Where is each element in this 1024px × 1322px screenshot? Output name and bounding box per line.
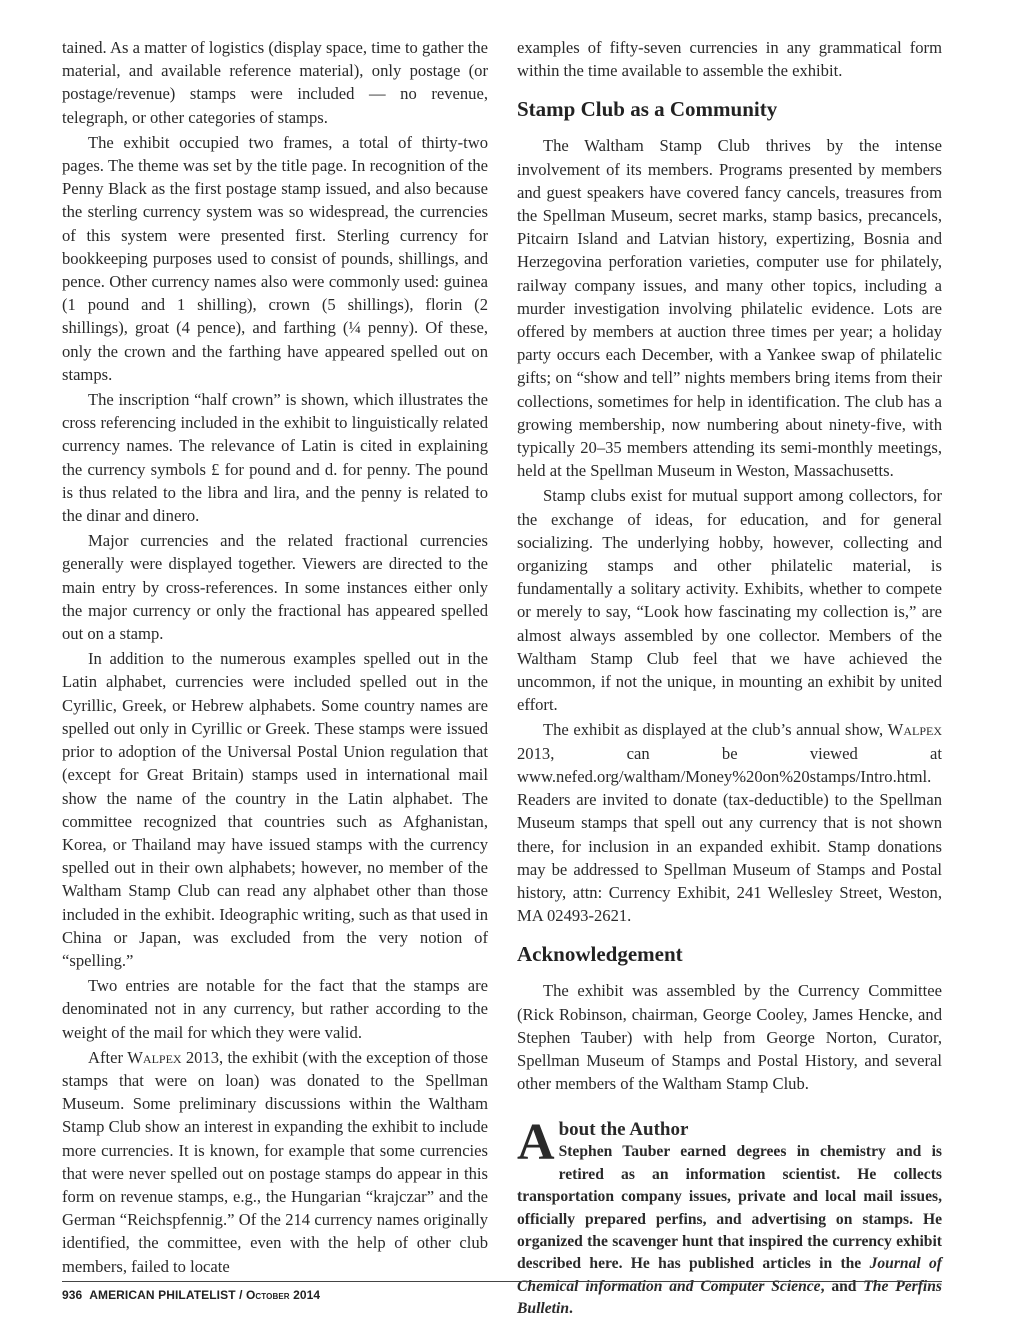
text: 2013, the exhibit (with the exception of those stamps that were on loan) was donated to the Spellman Museum. Some preliminary discussions within the Waltham Stamp Club show an interest in expanding the exhibit to include more currencies. It is known, for example that some currencies that were never spelled out on postage stamps do appear in this form on revenue stamps, e.g., the Hungarian “krajczar” and the German “Reichspfennig.” Of the 214 currency names originally identified, the committee, even with the help of other club members, failed to locate xyxy=(62,1047,488,1276)
paragraph: The Waltham Stamp Club thrives by the intense involvement of its members. Programs presented by members and guest speakers have covered fancy cancels, treasures from the Spellman Museum, secret marks, stamp basics, precancels, Pitcairn Island and Latvian history, expertizing, Bosnia and Herzegovina perforation varieties, computer use for philately, railway company issues, and many other topics, including a murder investigation involving philatelic evidence. Lots are offered by members at auction three times per year; a holiday party occurs each December, with a Yankee swap of philatelic gifts; on “show and tell” nights members bring items from their collections, sometimes for help in identification. The club has a growing membership, now numbering about ninety-five, with typically 20–35 members attending its semi-monthly meetings, held at the Spellman Museum in Weston, Massachusetts. xyxy=(517,136,942,481)
section-heading-community: Stamp Club as a Community xyxy=(517,97,778,122)
text: The exhibit as displayed at the club’s annual show, xyxy=(543,720,888,740)
left-column xyxy=(62,36,488,1278)
about-body xyxy=(517,1141,942,1320)
paragraph: Stamp clubs exist for mutual support among collectors, for the exchange of ideas, for education, and for general socializing. The underlying hobby, however, collecting and organizing stamps and other philatelic material, is fundamentally a solitary activity. Exhibits, whether to compete or merely to say, “Look how fascinating my collection is,” are almost always assembled by one collector. Members of the Waltham Stamp Club feel that we have achieved the uncommon, if not the unique, in mounting an exhibit by united effort. xyxy=(517,486,942,715)
separator: / xyxy=(235,1288,246,1302)
section-heading-acknowledgement: Acknowledgement xyxy=(517,942,683,967)
text: After xyxy=(88,1047,128,1067)
about-the-author xyxy=(517,1114,943,1320)
walpex-name: Walpex xyxy=(127,1047,182,1067)
text: , and xyxy=(820,1277,864,1295)
paragraph: Major currencies and the related fractional currencies generally were displayed together. Viewers are directed to the main entry by cross-references. In some instances either only the major currency or only the fractional has appeared spelled out on a stamp. xyxy=(62,531,488,644)
about-title: bout the Author xyxy=(558,1119,689,1141)
right-column xyxy=(517,36,942,1321)
walpex-name: Walpex xyxy=(887,720,942,740)
paragraph: tained. As a matter of logistics (display space, time to gather the material, and available reference material), only postage (or postage/revenue) stamps were included — no revenue, telegraph, or other categories of stamps. xyxy=(62,38,488,127)
paragraph: The exhibit occupied two frames, a total of thirty-two pages. The theme was set by the title page. In recognition of the Penny Black as the first postage stamp issued, and also because the sterling currency system was so widespread, the currencies of this system were presented first. Sterling currency for bookkeeping purposes used to consist of pounds, shillings, and pence. Other currency names also were commonly used: guinea (1 pound and 1 shilling), crown (5 shillings), florin (2 shillings), groat (4 pence), and farthing (¼ penny). Of these, only the crown and the farthing have appeared spelled out on stamps. xyxy=(62,132,488,384)
text: Stephen Tauber earned degrees in chemistry and is retired as an information scientist. He collects transportation company issues, private and local mail issues, officially prepared perfins, and advertising on stamps. He organized the scavenger hunt that inspired the currency exhibit described here. He has published articles in the xyxy=(517,1143,942,1273)
footer-rule xyxy=(62,1281,942,1282)
paragraph: examples of fifty-seven currencies in any grammatical form within the time available to assemble the exhibit. xyxy=(517,38,942,81)
paragraph: The exhibit was assembled by the Currency Committee (Rick Robinson, chairman, George Cooley, James Hencke, and Stephen Tauber) with help from George Norton, Curator, Spellman Museum of Stamps and Postal History, and several other members of the Waltham Stamp Club. xyxy=(517,981,942,1094)
paragraph: In addition to the numerous examples spelled out in the Latin alphabet, currencies were included spelled out in the Cyrillic, Greek, or Hebrew alphabets. Some country names are spelled out only in Cyrillic or Greek. These stamps were issued prior to adoption of the Universal Postal Union regulation that (except for Great Britain) stamps used in international mail show the name of the country in the Latin alphabet. The committee recognized that countries such as Afghanistan, Korea, or Thailand may have issued stamps with the currency spelled out in their own alphabets; however, no member of the Waltham Stamp Club can read any alphabet other than those included in the exhibit. Ideographic writing, such as that used in China or Japan, was excluded from the very notion of “spelling.” xyxy=(62,649,488,970)
page-number: 936 xyxy=(62,1288,83,1302)
issue-year: 2014 xyxy=(289,1288,321,1302)
issue-month: October xyxy=(245,1288,290,1302)
paragraph-walpex xyxy=(62,1046,488,1278)
text: . xyxy=(569,1300,573,1318)
text: 2013, can be viewed at www.nefed.org/waltham/Money%20on%20stamps/Intro.html. Readers are invited to donate (tax-deductible) to the Spellman Museum stamps that spell out any currency that is not shown there, for inclusion in an expanded exhibit. Stamp donations may be addressed to Spellman Museum of Stamps and Postal history, attn: Currency Exhibit, 241 Wellesley Street, Weston, MA 02493-2621. xyxy=(517,743,942,926)
journal-title: Journal of Chemical information and Computer Science xyxy=(517,1255,943,1295)
page-footer xyxy=(62,1288,320,1302)
journal-title: The Perfins Bulletin xyxy=(517,1277,942,1318)
paragraph: Two entries are notable for the fact that the stamps are denominated not in any currency, but rather according to the weight of the mail for which they were valid. xyxy=(62,976,488,1042)
drop-cap: A xyxy=(517,1114,555,1172)
paragraph: The inscription “half crown” is shown, which illustrates the cross referencing included in the exhibit to linguistically related currency names. The relevance of Latin is cited in explaining the currency symbols £ for pound and d. for penny. The pound is thus related to the libra and lira, and the penny is related to the dinar and dinero. xyxy=(62,390,488,526)
paragraph-display xyxy=(517,718,942,927)
magazine-name: AMERICAN PHILATELIST xyxy=(89,1288,236,1302)
